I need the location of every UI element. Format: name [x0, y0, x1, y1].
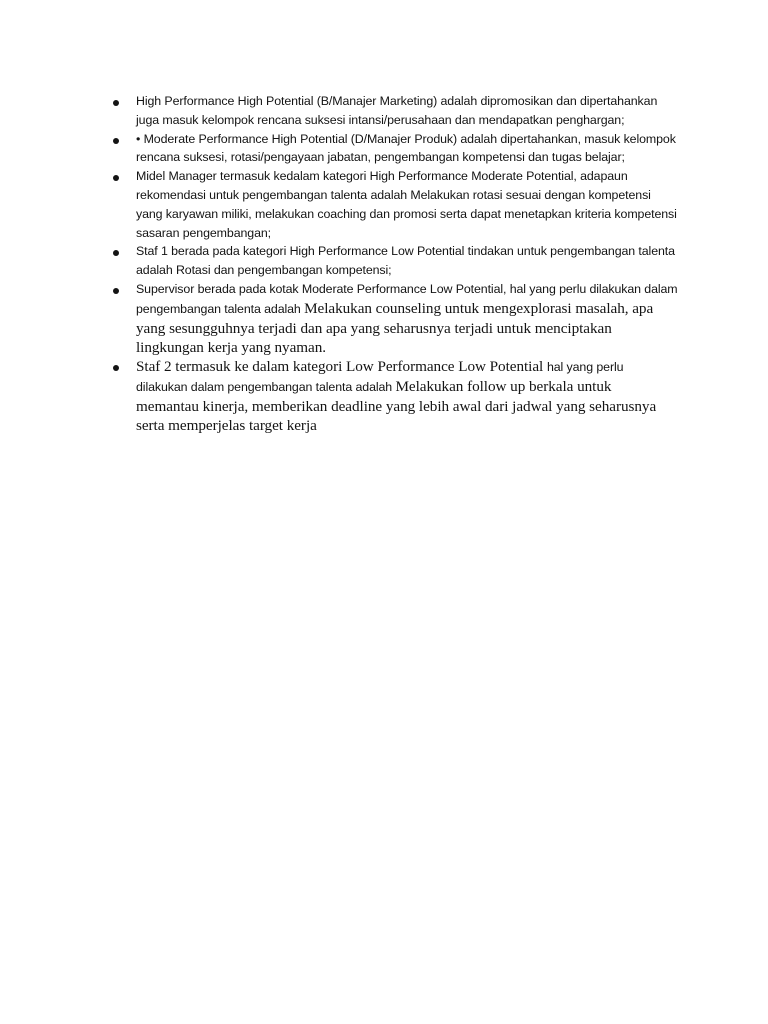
bullet-icon	[113, 138, 119, 144]
list-item	[108, 92, 678, 130]
bullet-list	[108, 92, 678, 435]
list-item-text	[136, 92, 678, 130]
list-item-text	[136, 280, 678, 357]
list-item-text	[136, 357, 678, 435]
list-item-text	[136, 242, 678, 280]
list-item	[108, 130, 678, 168]
list-item	[108, 280, 678, 357]
text-run: Melakukan follow up berkala untuk memantau kinerja, memberikan deadline yang lebih awal dari jadwal yang seharusnya serta memperjelas target kerja	[136, 377, 657, 434]
list-item	[108, 357, 678, 435]
bullet-icon	[113, 100, 119, 106]
text-run: hal yang perlu dilakukan dalam pengembangan talenta adalah	[136, 359, 624, 394]
text-run: Staf 1 berada pada kategori High Performance Low Potential tindakan untuk pengembangan talenta adalah Rotasi dan pengembangan kompetensi;	[136, 244, 675, 278]
text-run: Supervisor berada pada kotak Moderate Performance Low Potential, hal yang perlu dilakukan dalam pengembangan talenta adalah	[136, 281, 678, 316]
bullet-icon	[113, 250, 119, 256]
text-run: Midel Manager termasuk kedalam kategori High Performance Moderate Potential, adapaun rekomendasi untuk pengembangan talenta adalah Melakukan rotasi sesuai dengan kompetensi yang karyawan miliki, melakukan coaching dan promosi serta dapat menetapkan kriteria kompetensi sasaran pengembangan;	[136, 169, 677, 240]
list-item-text	[136, 167, 678, 242]
bullet-icon	[113, 288, 119, 294]
text-run: Staf 2 termasuk ke dalam kategori Low Performance Low Potential	[136, 357, 547, 375]
text-run: High Performance High Potential (B/Manajer Marketing) adalah dipromosikan dan dipertahankan juga masuk kelompok rencana suksesi intansi/perusahaan dan mendapatkan penghargan;	[136, 94, 658, 127]
text-run: Melakukan counseling untuk mengexplorasi masalah, apa yang sesungguhnya terjadi dan apa yang seharusnya terjadi untuk menciptakan lingkungan kerja yang nyaman.	[136, 299, 654, 356]
list-item-text	[136, 130, 678, 168]
list-item	[108, 167, 678, 242]
bullet-icon	[113, 175, 119, 181]
list-item	[108, 242, 678, 280]
bullet-icon	[113, 365, 119, 371]
text-run: • Moderate Performance High Potential (D/Manajer Produk) adalah dipertahankan, masuk kelompok rencana suksesi, rotasi/pengayaan jabatan, pengembangan kompetensi dan tugas belajar;	[136, 131, 676, 165]
